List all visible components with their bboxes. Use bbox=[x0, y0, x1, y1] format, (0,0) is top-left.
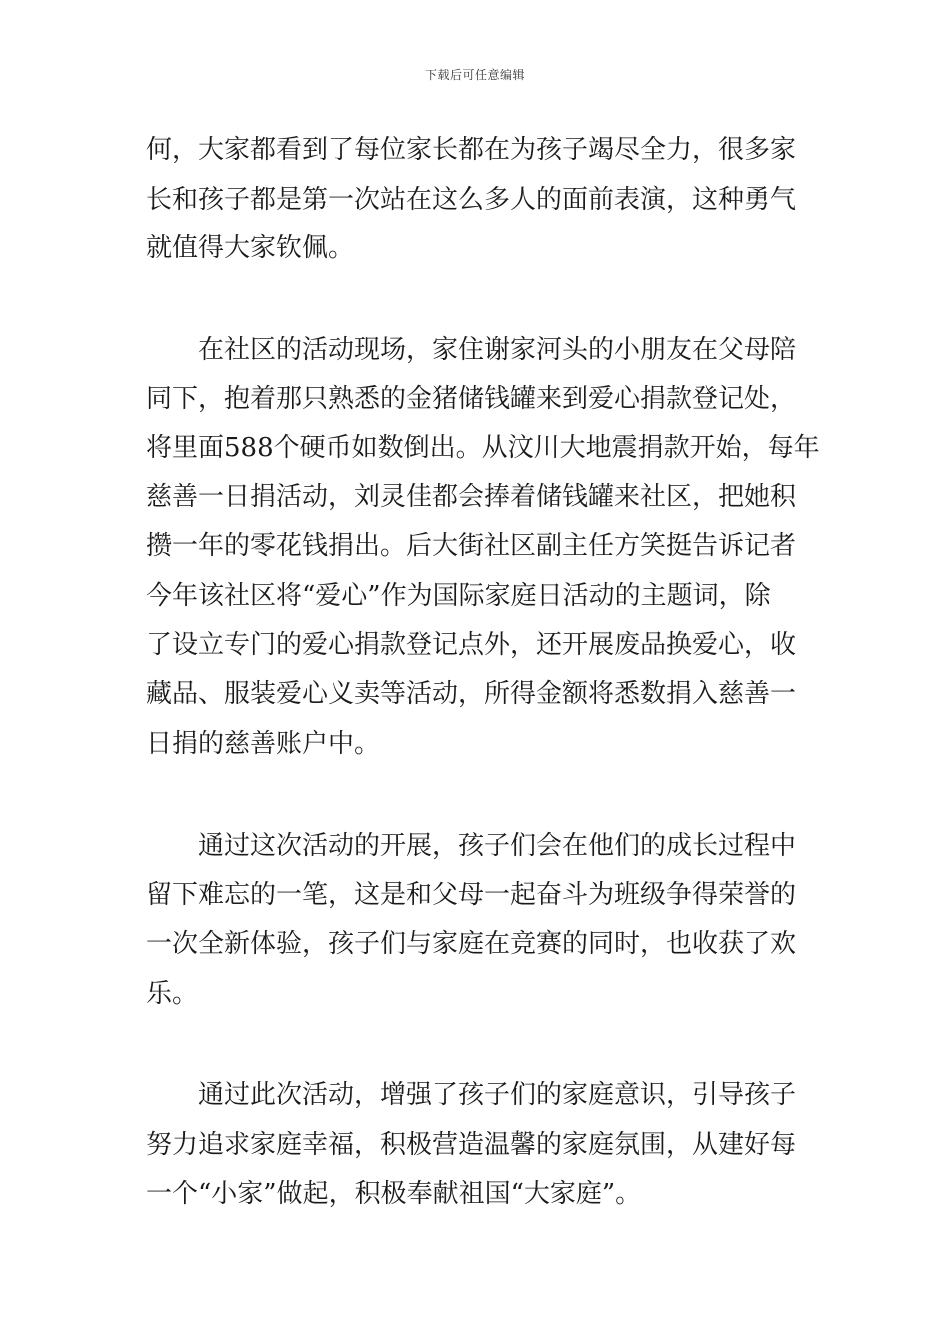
paragraph-2-line-5: 攒一年的零花钱捐出。后大街社区副主任方笑挺告诉记者 bbox=[146, 531, 797, 561]
paragraph-1-line-3: 就值得大家钦佩。 bbox=[146, 233, 355, 263]
paragraph-3-line-1: 通过这次活动的开展，孩子们会在他们的成长过程中 bbox=[198, 831, 797, 861]
paragraph-3-line-4: 乐。 bbox=[146, 979, 199, 1009]
paragraph-3-line-3: 一次全新体验，孩子们与家庭在竞赛的同时，也收获了欢 bbox=[146, 929, 797, 959]
paragraph-1-line-1: 何，大家都看到了每位家长都在为孩子竭尽全力，很多家 bbox=[146, 135, 797, 165]
paragraph-3-line-2: 留下难忘的一笔，这是和父母一起奋斗为班级争得荣誉的 bbox=[146, 880, 797, 910]
paragraph-2-line-6: 今年该社区将“爱心”作为国际家庭日活动的主题词，除 bbox=[146, 581, 771, 611]
paragraph-2-line-1: 在社区的活动现场，家住谢家河头的小朋友在父母陪 bbox=[198, 335, 797, 365]
paragraph-2-line-3: 将里面588个硬币如数倒出。从汶川大地震捐款开始，每年 bbox=[146, 433, 820, 463]
paragraph-4-line-2: 努力追求家庭幸福，积极营造温馨的家庭氛围，从建好每 bbox=[146, 1130, 797, 1160]
paragraph-2-line-2: 同下，抱着那只熟悉的金猪储钱罐来到爱心捐款登记处， bbox=[146, 384, 797, 414]
paragraph-2-line-9: 日捐的慈善账户中。 bbox=[146, 729, 381, 759]
paragraph-4-line-1: 通过此次活动，增强了孩子们的家庭意识，引导孩子 bbox=[198, 1080, 797, 1110]
paragraph-4-line-3: 一个“小家”做起，积极奉献祖国“大家庭”。 bbox=[146, 1179, 642, 1209]
paragraph-2-line-7: 了设立专门的爱心捐款登记点外，还开展废品换爱心，收 bbox=[146, 630, 797, 660]
paragraph-2-line-8: 藏品、服装爱心义卖等活动，所得金额将悉数捐入慈善一 bbox=[146, 679, 797, 709]
paragraph-2-line-4: 慈善一日捐活动，刘灵佳都会捧着储钱罐来社区，把她积 bbox=[146, 482, 797, 512]
page-header: 下载后可任意编辑 bbox=[424, 68, 525, 82]
paragraph-1-line-2: 长和孩子都是第一次站在这么多人的面前表演，这种勇气 bbox=[146, 185, 797, 215]
